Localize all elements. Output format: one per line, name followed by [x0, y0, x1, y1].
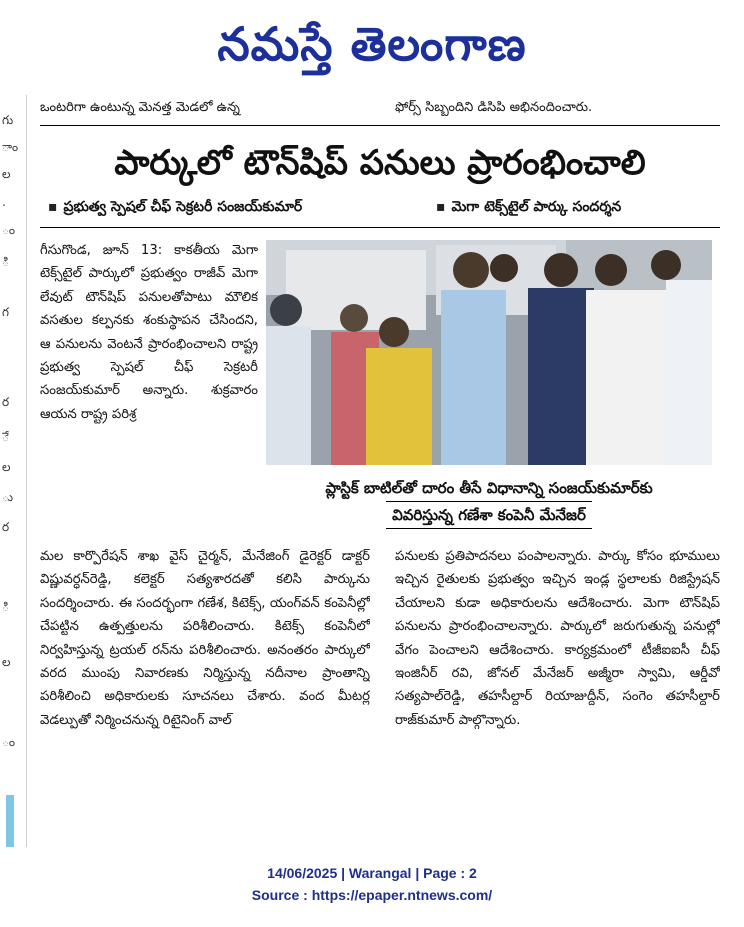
caption-line-1: ప్లాస్టిక్ బాటిల్‌తో దారం తీసే విధానాన్ని సంజయ్‌కుమార్‌కు — [325, 479, 653, 497]
masthead — [0, 0, 744, 88]
edge-fragment: ల — [2, 655, 11, 669]
edge-fragment: ర — [2, 395, 10, 409]
article-column-1 — [40, 239, 258, 544]
triangle-bullet-icon: ▪ — [48, 199, 58, 215]
article-clipping — [0, 95, 744, 847]
edge-fragment: ర — [2, 520, 10, 534]
edition-info: 14/06/2025 | Warangal | Page : 2 — [267, 865, 477, 881]
edge-fragment: . — [2, 195, 6, 209]
news-photo — [266, 240, 712, 465]
edge-fragment: ి — [2, 600, 9, 614]
photo-caption — [266, 475, 712, 529]
edge-fragment: గ — [2, 305, 9, 319]
edge-fragment: ల — [2, 167, 11, 181]
color-bar — [6, 795, 14, 847]
subheadline-2-text: మెగా టెక్స్‌టైల్ పార్కు సందర్శన — [451, 199, 622, 215]
adjacent-column-cut — [0, 95, 27, 847]
edge-fragment: ం — [2, 223, 16, 237]
newspaper-logo: నమస్తే తెలంగాణ — [217, 17, 527, 71]
subheadline-1-text: ప్రభుత్వ స్పెషల్ చీఫ్ సెక్రటరీ సంజయ్‌కుమార్ — [63, 199, 303, 215]
previous-article-tail-right: ఫోర్స్ సిబ్బందిని డిసిపి అభినందించారు. — [395, 100, 593, 115]
subheadline-2 — [436, 199, 621, 218]
photo-illustration — [266, 240, 712, 465]
triangle-bullet-icon: ▪ — [436, 199, 446, 215]
edge-fragment: ి — [2, 255, 9, 269]
article-headline: పార్కులో టౌన్‌షిప్ పనులు ప్రారంభించాలి — [114, 143, 646, 183]
edge-fragment: ాం — [2, 140, 19, 154]
edge-fragment: ం — [2, 735, 16, 749]
edge-fragment: ే — [2, 430, 9, 444]
source-link[interactable]: Source : https://epaper.ntnews.com/ — [251, 887, 493, 903]
previous-article-tail-left: ఒంటరిగా ఉంటున్న మెనత్త మెడలో ఉన్న — [40, 100, 240, 115]
article-paragraph: పనులకు ప్రతిపాదనలు పంపాలన్నారు. పార్కు కోసం భూములు ఇచ్చిన రైతులకు ప్రభుత్వం ఇచ్చిన ఇండ్ల స్థలాలకు రిజిస్ట్రేషన్ చేయాలని కుడా అధికారులను ఆదేశించారు. మెగా టౌన్‌షిప్ పనులను ప్రారంభించాలన్నారు. పార్కులో జరుగుతున్న పనుల్లో వేగం పెంచాలని ఆదేశించారు. కార్యక్రమంలో టీజీఐఐసీ చీఫ్ ఇంజినీర్ రవి, జోనల్ మేనేజర్ అజ్మీరా స్వామి, ఆర్డీవో సత్యపాల్‌రెడ్డి, తహసీల్దార్ రియాజుద్దీన్, సంగెం తహసీల్దార్ రాజ్‌కుమార్ పాల్గొన్నారు. — [395, 549, 720, 728]
article-paragraph: మల కార్పొరేషన్ శాఖ వైస్ చైర్మన్, మేనేజింగ్ డైరెక్టర్ డాక్టర్ విష్ణువర్ధన్‌రెడ్డి, కలెక్టర్ సత్యశారదతో కలిసి పార్కును సందర్శించారు. ఈ సందర్భంగా గణేశ, కిటెక్స్, యంగ్‌వన్ కంపెనీల్లో చేపట్టిన ఉత్పత్తులను పరిశీలించారు. కిటెక్స్ కంపెనీలో నిర్వహిస్తున్న ట్రయల్ రన్‌ను పరిశీలించారు. అనంతరం పార్కులో వరద ముంపు నివారణకు నిర్మిస్తున్న నదీనాల ప్రాంతాన్ని పరిశీలించి అధికారులకు సూచనలు చేశారు. వంద మీటర్ల వెడల్పుతో నిర్మించనున్న రిటైనింగ్ వాల్ — [40, 549, 370, 728]
article-column-2 — [40, 545, 370, 835]
article-paragraph: గీసుగొండ, జూన్ 13: కాకతీయ మెగా టెక్స్‌టైల్ పార్కులో ప్రభుత్వం రాజీవ్ మెగా లేవుట్ టౌన్‌షిప్ పనులతోపాటు మౌలిక వసతుల కల్పనకు శంకుస్థాపన చేసిందని, ఆ పనులను వెంటనే ప్రారంభించాలని రాష్ట్ర ప్రభుత్వ స్పెషల్ చీఫ్ సెక్రటరీ సంజయ్‌కుమార్ అన్నారు. శుక్రవారం ఆయన రాష్ట్ర పరిశ్ర — [40, 243, 258, 422]
edge-fragment: ు — [2, 490, 14, 504]
article-column-3 — [395, 545, 720, 835]
page-footer — [0, 862, 744, 906]
caption-line-2: వివరిస్తున్న గణేశా కంపెనీ మేనేజర్ — [386, 501, 592, 529]
edge-fragment: ల — [2, 460, 11, 474]
divider-rule — [40, 125, 720, 126]
divider-rule — [40, 227, 720, 228]
subheadline-1 — [48, 199, 302, 218]
edge-fragment: గు — [2, 113, 14, 127]
